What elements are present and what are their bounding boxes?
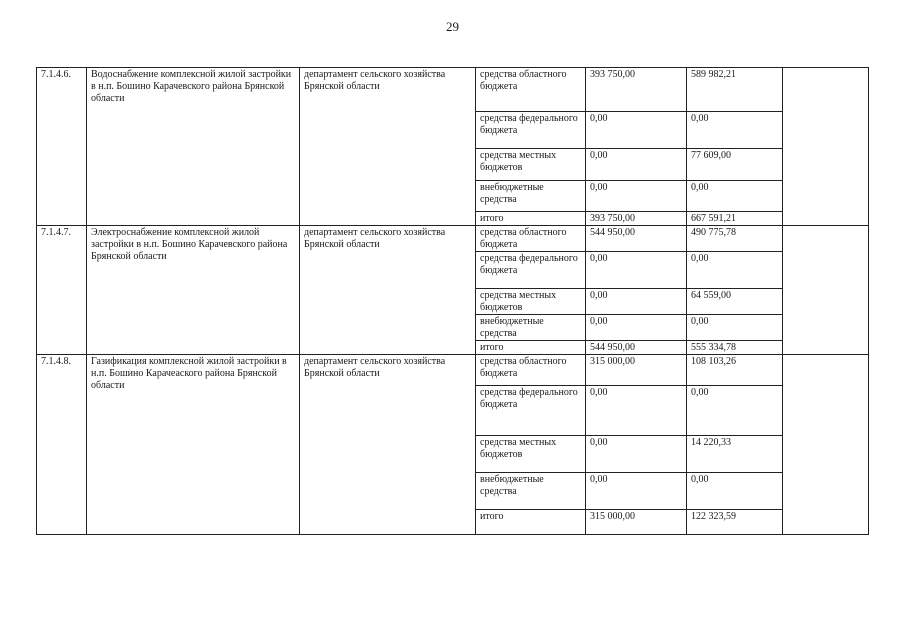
value-cell: 0,00 [586,181,687,212]
total-label: итого [476,212,586,226]
value-cell: 589 982,21 [687,68,783,112]
table-row [37,68,869,112]
source-label: средства федерального бюджета [476,252,586,289]
value-cell: 0,00 [586,473,687,510]
source-label: средства федерального бюджета [476,386,586,436]
value-cell: 0,00 [687,112,783,149]
value-cell: 0,00 [687,473,783,510]
source-label: средства местных бюджетов [476,149,586,181]
source-label: средства областного бюджета [476,355,586,386]
row-name: Водоснабжение комплексной жилой застройки в н.п. Бошино Карачевского района Брянской области [87,68,300,226]
value-cell: 0,00 [586,289,687,315]
total-label: итого [476,510,586,535]
value-cell: 77 609,00 [687,149,783,181]
value-cell: 393 750,00 [586,68,687,112]
row-executor: департамент сельского хозяйства Брянской области [300,226,476,355]
source-label: внебюджетные средства [476,181,586,212]
page-number: 29 [446,19,459,34]
value-cell: 490 775,78 [687,226,783,252]
value-cell: 0,00 [586,436,687,473]
empty-cell [783,355,869,535]
source-label: средства федерального бюджета [476,112,586,149]
total-value: 544 950,00 [586,341,687,355]
row-code: 7.1.4.8. [37,355,87,535]
value-cell: 0,00 [586,252,687,289]
row-name: Газификация комплексной жилой застройки в н.п. Бошино Карачеаского района Брянской области [87,355,300,535]
value-cell: 108 103,26 [687,355,783,386]
total-value: 393 750,00 [586,212,687,226]
table-row [37,226,869,252]
value-cell: 315 000,00 [586,355,687,386]
source-label: внебюджетные средства [476,315,586,341]
row-executor: департамент сельского хозяйства Брянской области [300,355,476,535]
value-cell: 64 559,00 [687,289,783,315]
value-cell: 0,00 [687,315,783,341]
source-label: средства местных бюджетов [476,289,586,315]
value-cell: 0,00 [586,112,687,149]
source-label: внебюджетные средства [476,473,586,510]
source-label: средства местных бюджетов [476,436,586,473]
source-label: средства областного бюджета [476,226,586,252]
value-cell: 0,00 [687,181,783,212]
source-label: средства областного бюджета [476,68,586,112]
empty-cell [783,68,869,226]
value-cell: 14 220,33 [687,436,783,473]
value-cell: 544 950,00 [586,226,687,252]
value-cell: 0,00 [687,252,783,289]
table-row [37,355,869,386]
row-code: 7.1.4.7. [37,226,87,355]
value-cell: 0,00 [586,149,687,181]
total-value: 555 334,78 [687,341,783,355]
total-label: итого [476,341,586,355]
budget-table [36,67,869,535]
total-value: 315 000,00 [586,510,687,535]
total-value: 667 591,21 [687,212,783,226]
row-name: Электроснабжение комплексной жилой застройки в н.п. Бошино Карачевского района Брянской области [87,226,300,355]
total-value: 122 323,59 [687,510,783,535]
row-executor: департамент сельского хозяйства Брянской области [300,68,476,226]
value-cell: 0,00 [586,386,687,436]
value-cell: 0,00 [687,386,783,436]
empty-cell [783,226,869,355]
value-cell: 0,00 [586,315,687,341]
row-code: 7.1.4.6. [37,68,87,226]
